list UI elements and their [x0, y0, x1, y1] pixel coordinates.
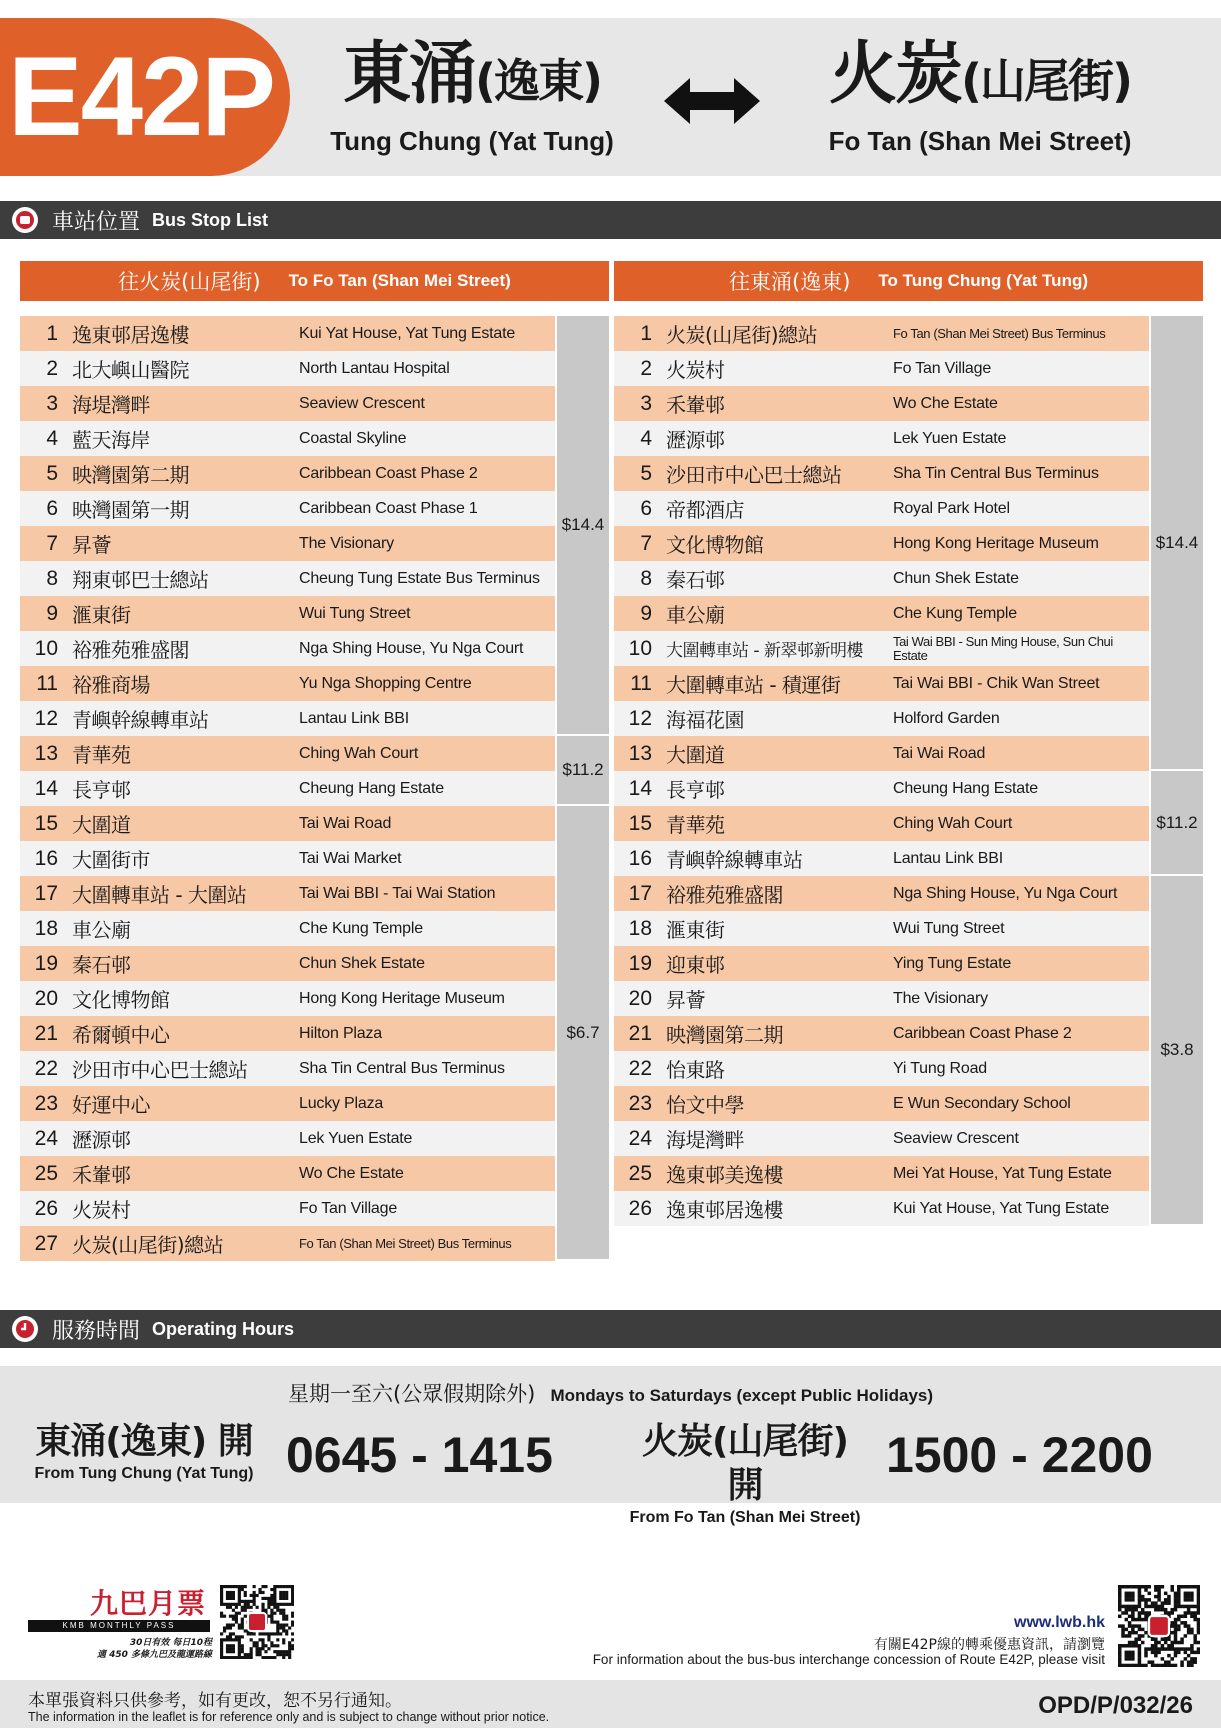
- stop-name-zh: 映灣園第二期: [666, 1023, 783, 1047]
- stop-name-en: Mei Yat House, Yat Tung Estate: [893, 1164, 1112, 1182]
- stop-number: 20: [628, 986, 652, 1010]
- stop-number: 23: [34, 1091, 58, 1115]
- stop-row: [614, 1086, 1149, 1121]
- fare-block: $11.2: [1151, 771, 1203, 874]
- stop-row: [20, 631, 555, 666]
- stop-number: 23: [628, 1091, 652, 1115]
- stop-name-en: Tai Wai BBI - Sun Ming House, Sun Chui Estate: [893, 634, 1113, 663]
- stop-name-zh: 映灣園第一期: [72, 498, 189, 522]
- stop-row: [20, 1016, 555, 1051]
- stop-number: 19: [34, 951, 58, 975]
- stop-row: [20, 841, 555, 876]
- stop-name-en: Seaview Crescent: [299, 394, 425, 412]
- stop-row: [20, 386, 555, 421]
- stop-number: 25: [34, 1161, 58, 1185]
- departure-from-destination: [620, 1420, 870, 1528]
- stop-row: [614, 631, 1149, 666]
- section-title-en: Bus Stop List: [152, 209, 269, 230]
- stop-row: [20, 981, 555, 1016]
- stop-row: [20, 456, 555, 491]
- stop-number: 2: [640, 356, 652, 380]
- stop-row: [20, 1086, 555, 1121]
- service-days: [0, 1378, 1221, 1408]
- kmb-monthly-pass-bar: KMB MONTHLY PASS: [28, 1620, 210, 1632]
- stop-name-zh: 大圍轉車站 - 新翠邨新明樓: [666, 641, 863, 661]
- stop-row: [614, 1016, 1149, 1051]
- stop-number: 17: [34, 881, 58, 905]
- stop-row: [20, 876, 555, 911]
- stop-name-zh: 大圍轉車站 - 積運街: [666, 673, 841, 697]
- clock-icon: [12, 1316, 38, 1342]
- stop-row: [20, 561, 555, 596]
- stop-name-zh: 好運中心: [72, 1093, 150, 1117]
- stop-row: [20, 526, 555, 561]
- stop-name-zh: 北大嶼山醫院: [72, 358, 189, 382]
- stop-number: 10: [628, 636, 652, 660]
- stop-number: 24: [628, 1126, 652, 1150]
- stop-row: [20, 736, 555, 771]
- stop-name-zh: 逸東邨居逸樓: [72, 323, 189, 347]
- destination-terminal: [800, 30, 1160, 156]
- stop-number: 18: [628, 916, 652, 940]
- stop-name-zh: 翔東邨巴士總站: [72, 568, 209, 592]
- stop-name-en: Lucky Plaza: [299, 1094, 384, 1112]
- stop-name-en: Yi Tung Road: [893, 1059, 987, 1077]
- stop-name-en: Sha Tin Central Bus Terminus: [893, 464, 1099, 482]
- stop-row: [614, 1191, 1149, 1226]
- stop-name-en: Caribbean Coast Phase 1: [299, 499, 478, 517]
- stop-name-en: Tai Wai Road: [299, 814, 392, 832]
- bus-stop-icon: [12, 207, 38, 233]
- stop-name-en: Ying Tung Estate: [893, 954, 1012, 972]
- stop-row: [614, 316, 1149, 351]
- stop-name-en: E Wun Secondary School: [893, 1094, 1071, 1112]
- stop-name-en: Chun Shek Estate: [299, 954, 425, 972]
- stop-number: 22: [34, 1056, 58, 1080]
- stop-name-en: Wo Che Estate: [299, 1164, 404, 1182]
- stop-name-zh: 文化博物館: [72, 988, 170, 1012]
- stop-name-zh: 火炭(山尾街)總站: [72, 1233, 224, 1257]
- stop-name-en: Ching Wah Court: [893, 814, 1013, 832]
- stop-row: [20, 421, 555, 456]
- stop-name-zh: 希爾頓中心: [72, 1023, 170, 1047]
- stop-row: [20, 701, 555, 736]
- stop-number: 1: [640, 321, 652, 345]
- stop-name-zh: 裕雅苑雅盛閣: [72, 638, 189, 662]
- stop-name-en: Cheung Tung Estate Bus Terminus: [299, 569, 540, 587]
- bus-stop-list-bar: [0, 201, 1221, 239]
- stop-row: [614, 1051, 1149, 1086]
- stop-number: 26: [628, 1196, 652, 1220]
- stop-name-zh: 長亨邨: [666, 778, 725, 802]
- stop-number: 26: [34, 1196, 58, 1220]
- stop-number: 18: [34, 916, 58, 940]
- stop-name-zh: 滙東街: [72, 603, 131, 627]
- stop-name-zh: 藍天海岸: [72, 428, 150, 452]
- stop-row: [614, 771, 1149, 806]
- stop-name-en: Tai Wai Market: [299, 849, 402, 867]
- destination-departure-time: 1500 - 2200: [886, 1427, 1153, 1483]
- stop-name-zh: 大圍道: [666, 743, 725, 767]
- stop-number: 3: [46, 391, 58, 415]
- disclaimer-en: The information in the leaflet is for reference only and is subject to change without prior notice.: [28, 1710, 550, 1724]
- stop-row: [614, 736, 1149, 771]
- stop-name-en: Wo Che Estate: [893, 394, 998, 412]
- outbound-title-en: To Fo Tan (Shan Mei Street): [288, 271, 511, 290]
- stop-number: 21: [34, 1021, 58, 1045]
- stop-number: 16: [628, 846, 652, 870]
- stop-number: 1: [46, 321, 58, 345]
- stop-name-en: Nga Shing House, Yu Nga Court: [299, 639, 524, 657]
- stop-name-zh: 火炭村: [666, 358, 725, 382]
- stop-name-en: Tai Wai BBI - Tai Wai Station: [299, 884, 496, 902]
- stop-name-en: Sha Tin Central Bus Terminus: [299, 1059, 505, 1077]
- stop-number: 7: [640, 531, 652, 555]
- stop-name-en: Kui Yat House, Yat Tung Estate: [893, 1199, 1110, 1217]
- stop-row: [614, 421, 1149, 456]
- fare-block: $14.4: [1151, 316, 1203, 769]
- stop-row: [614, 1121, 1149, 1156]
- stop-name-en: Fo Tan (Shan Mei Street) Bus Terminus: [893, 326, 1106, 341]
- kmb-pass-line-2: 適 450 多條九巴及龍運路線: [96, 1650, 212, 1660]
- stop-name-en: Holford Garden: [893, 709, 1000, 727]
- stop-number: 13: [34, 741, 58, 765]
- stop-row: [20, 1156, 555, 1191]
- section-title-zh: 車站位置: [52, 209, 141, 235]
- stop-name-en: Caribbean Coast Phase 2: [893, 1024, 1072, 1042]
- stop-name-en: North Lantau Hospital: [299, 359, 450, 377]
- stop-row: [614, 386, 1149, 421]
- stop-name-en: Royal Park Hotel: [893, 499, 1010, 517]
- stop-name-zh: 文化博物館: [666, 533, 764, 557]
- stop-name-en: Caribbean Coast Phase 2: [299, 464, 478, 482]
- stop-number: 11: [36, 671, 58, 695]
- stop-number: 27: [34, 1231, 58, 1255]
- kmb-monthly-pass-logo: 九巴月票: [90, 1587, 207, 1620]
- stop-name-zh: 青華苑: [666, 813, 725, 837]
- origin-name-zh: 東涌(逸東): [342, 35, 602, 114]
- stop-name-en: Wui Tung Street: [299, 604, 411, 622]
- stop-name-en: Wui Tung Street: [893, 919, 1005, 937]
- stop-row: [20, 911, 555, 946]
- stop-name-zh: 沙田市中心巴士總站: [72, 1058, 248, 1082]
- stop-number: 16: [34, 846, 58, 870]
- stop-row: [614, 456, 1149, 491]
- stop-name-zh: 怡文中學: [666, 1093, 744, 1117]
- stop-name-en: Ching Wah Court: [299, 744, 419, 762]
- stop-number: 5: [46, 461, 58, 485]
- stop-number: 9: [640, 601, 652, 625]
- stop-row: [20, 351, 555, 386]
- hours-title-en: Operating Hours: [152, 1318, 295, 1339]
- hours-title-zh: 服務時間: [52, 1318, 141, 1344]
- stop-row: [20, 771, 555, 806]
- stop-row: [20, 1121, 555, 1156]
- stop-row: [20, 666, 555, 701]
- stop-name-en: Che Kung Temple: [893, 604, 1017, 622]
- stop-name-en: Coastal Skyline: [299, 429, 407, 447]
- stop-name-en: Che Kung Temple: [299, 919, 423, 937]
- stop-name-zh: 裕雅苑雅盛閣: [666, 883, 783, 907]
- stop-name-zh: 火炭村: [72, 1198, 131, 1222]
- stop-name-zh: 帝都酒店: [666, 498, 744, 522]
- kmb-pass-qr-code-icon[interactable]: [220, 1585, 294, 1659]
- lwb-website-link[interactable]: www.lwb.hk: [1014, 1614, 1105, 1631]
- stop-name-zh: 海福花園: [666, 708, 744, 732]
- stop-number: 12: [628, 706, 652, 730]
- stop-name-en: Lek Yuen Estate: [893, 429, 1007, 447]
- stop-name-en: Yu Nga Shopping Centre: [299, 674, 472, 692]
- stop-name-zh: 逸東邨美逸樓: [666, 1163, 783, 1187]
- stop-name-zh: 青華苑: [72, 743, 131, 767]
- stop-name-zh: 青嶼幹線轉車站: [666, 848, 803, 872]
- stop-number: 14: [34, 776, 58, 800]
- stop-row: [614, 841, 1149, 876]
- stop-row: [20, 596, 555, 631]
- stop-number: 10: [34, 636, 58, 660]
- interchange-info-en: For information about the bus-bus interchange concession of Route E42P, please visit: [592, 1652, 1105, 1667]
- stop-row: [614, 561, 1149, 596]
- stop-name-zh: 裕雅商場: [72, 673, 150, 697]
- stop-row: [614, 351, 1149, 386]
- stop-name-en: The Visionary: [893, 989, 988, 1007]
- kmb-pass-line-1: 30日有效 每日10程: [129, 1638, 212, 1648]
- route-number-badge: E42P: [0, 18, 290, 176]
- stop-number: 3: [640, 391, 652, 415]
- departure-from-origin: [28, 1420, 260, 1484]
- stop-row: [614, 596, 1149, 631]
- stop-name-zh: 映灣園第二期: [72, 463, 189, 487]
- origin-name-en: Tung Chung (Yat Tung): [330, 126, 614, 156]
- kmb-pass-details: [28, 1637, 212, 1661]
- stop-name-zh: 逸東邨居逸樓: [666, 1198, 783, 1222]
- footer: [0, 1680, 1221, 1728]
- stop-name-en: Kui Yat House, Yat Tung Estate: [299, 324, 516, 342]
- stop-name-zh: 海堤灣畔: [666, 1128, 744, 1152]
- destination-name-zh: 火炭(山尾街): [828, 35, 1132, 114]
- stop-name-en: The Visionary: [299, 534, 394, 552]
- fare-block: $6.7: [557, 806, 609, 1259]
- stop-name-zh: 昇薈: [666, 988, 705, 1012]
- stop-number: 20: [34, 986, 58, 1010]
- stop-name-zh: 大圍轉車站 - 大圍站: [72, 883, 247, 907]
- stop-row: [614, 806, 1149, 841]
- stop-name-en: Cheung Hang Estate: [299, 779, 444, 797]
- outbound-direction-header: [20, 261, 609, 301]
- stop-row: [614, 701, 1149, 736]
- stop-row: [20, 316, 555, 351]
- document-code: OPD/P/032/26: [1038, 1692, 1193, 1719]
- inbound-direction-header: [614, 261, 1203, 301]
- stop-name-en: Lek Yuen Estate: [299, 1129, 413, 1147]
- stop-name-en: Hong Kong Heritage Museum: [299, 989, 505, 1007]
- stop-name-en: Seaview Crescent: [893, 1129, 1019, 1147]
- stop-row: [20, 946, 555, 981]
- stop-name-zh: 怡東路: [666, 1058, 725, 1082]
- stop-number: 5: [640, 461, 652, 485]
- stop-name-zh: 海堤灣畔: [72, 393, 150, 417]
- stop-name-en: Lantau Link BBI: [299, 709, 409, 727]
- stop-name-en: Cheung Hang Estate: [893, 779, 1038, 797]
- stop-name-zh: 迎東邨: [666, 953, 725, 977]
- stop-name-zh: 滙東街: [666, 918, 725, 942]
- stop-row: [614, 876, 1149, 911]
- inbound-stop-list: [614, 316, 1149, 1226]
- inbound-title-zh: 往東涌(逸東): [729, 270, 851, 294]
- service-days-en: Mondays to Saturdays (except Public Holidays): [550, 1386, 934, 1405]
- stop-row: [614, 491, 1149, 526]
- stop-name-zh: 禾輋邨: [72, 1163, 131, 1187]
- stop-name-zh: 長亨邨: [72, 778, 131, 802]
- stop-row: [20, 806, 555, 841]
- outbound-stop-list: [20, 316, 555, 1261]
- lwb-qr-code-icon[interactable]: [1118, 1585, 1200, 1667]
- stop-row: [20, 491, 555, 526]
- origin-departure-time: 0645 - 1415: [286, 1427, 553, 1483]
- stop-number: 9: [46, 601, 58, 625]
- stop-number: 15: [628, 811, 652, 835]
- stop-name-zh: 車公廟: [72, 918, 131, 942]
- stop-number: 6: [46, 496, 58, 520]
- stop-number: 17: [628, 881, 652, 905]
- stop-number: 22: [628, 1056, 652, 1080]
- stop-number: 11: [630, 671, 652, 695]
- stop-number: 12: [34, 706, 58, 730]
- fare-block: $11.2: [557, 736, 609, 804]
- from-destination-zh: 火炭(山尾街) 開: [642, 1421, 848, 1506]
- origin-terminal: [312, 30, 632, 156]
- stop-number: 14: [628, 776, 652, 800]
- stop-name-zh: 昇薈: [72, 533, 111, 557]
- stop-name-zh: 秦石邨: [72, 953, 131, 977]
- stop-name-en: Fo Tan Village: [299, 1199, 398, 1217]
- stop-name-zh: 大圍街市: [72, 848, 150, 872]
- stop-name-zh: 大圍道: [72, 813, 131, 837]
- fare-block: $3.8: [1151, 876, 1203, 1224]
- stop-name-zh: 禾輋邨: [666, 393, 725, 417]
- bidirectional-arrow-icon: [664, 78, 760, 124]
- stop-name-en: Hilton Plaza: [299, 1024, 382, 1042]
- outbound-title-zh: 往火炭(山尾街): [118, 270, 261, 294]
- stop-name-en: Nga Shing House, Yu Nga Court: [893, 884, 1118, 902]
- stop-name-en: Fo Tan (Shan Mei Street) Bus Terminus: [299, 1236, 512, 1251]
- disclaimer-zh: 本單張資料只供參考，如有更改，恕不另行通知。: [28, 1691, 402, 1711]
- stop-number: 8: [640, 566, 652, 590]
- stop-name-en: Chun Shek Estate: [893, 569, 1019, 587]
- stop-name-en: Tai Wai BBI - Chik Wan Street: [893, 674, 1100, 692]
- stop-number: 15: [34, 811, 58, 835]
- stop-number: 19: [628, 951, 652, 975]
- inbound-title-en: To Tung Chung (Yat Tung): [878, 271, 1088, 290]
- operating-hours-bar: [0, 1310, 1221, 1348]
- stop-name-en: Lantau Link BBI: [893, 849, 1003, 867]
- from-origin-en: From Tung Chung (Yat Tung): [34, 1465, 254, 1482]
- stop-row: [614, 526, 1149, 561]
- stop-row: [20, 1226, 555, 1261]
- stop-number: 4: [46, 426, 58, 450]
- stop-name-zh: 瀝源邨: [666, 428, 725, 452]
- stop-number: 25: [628, 1161, 652, 1185]
- from-origin-zh: 東涌(逸東) 開: [35, 1421, 253, 1462]
- stop-name-zh: 沙田市中心巴士總站: [666, 463, 842, 487]
- interchange-info-zh: 有關E42P線的轉乘優惠資訊，請瀏覽: [873, 1637, 1105, 1653]
- stop-name-zh: 火炭(山尾街)總站: [666, 323, 818, 347]
- stop-name-en: Fo Tan Village: [893, 359, 992, 377]
- fare-block: $14.4: [557, 316, 609, 734]
- stop-number: 8: [46, 566, 58, 590]
- from-destination-en: From Fo Tan (Shan Mei Street): [629, 1509, 861, 1526]
- stop-number: 6: [640, 496, 652, 520]
- stop-name-zh: 青嶼幹線轉車站: [72, 708, 209, 732]
- destination-name-en: Fo Tan (Shan Mei Street): [828, 126, 1132, 156]
- stop-row: [614, 1156, 1149, 1191]
- stop-row: [614, 981, 1149, 1016]
- stop-row: [614, 946, 1149, 981]
- stop-name-zh: 瀝源邨: [72, 1128, 131, 1152]
- stop-number: 2: [46, 356, 58, 380]
- stop-name-zh: 秦石邨: [666, 568, 725, 592]
- stop-name-en: Hong Kong Heritage Museum: [893, 534, 1099, 552]
- stop-row: [614, 911, 1149, 946]
- stop-row: [20, 1051, 555, 1086]
- stop-name-en: Tai Wai Road: [893, 744, 986, 762]
- stop-name-zh: 車公廟: [666, 603, 725, 627]
- stop-number: 7: [46, 531, 58, 555]
- stop-number: 24: [34, 1126, 58, 1150]
- stop-number: 21: [628, 1021, 652, 1045]
- stop-number: 13: [628, 741, 652, 765]
- stop-number: 4: [640, 426, 652, 450]
- stop-row: [614, 666, 1149, 701]
- stop-row: [20, 1191, 555, 1226]
- service-days-zh: 星期一至六(公眾假期除外): [287, 1382, 536, 1406]
